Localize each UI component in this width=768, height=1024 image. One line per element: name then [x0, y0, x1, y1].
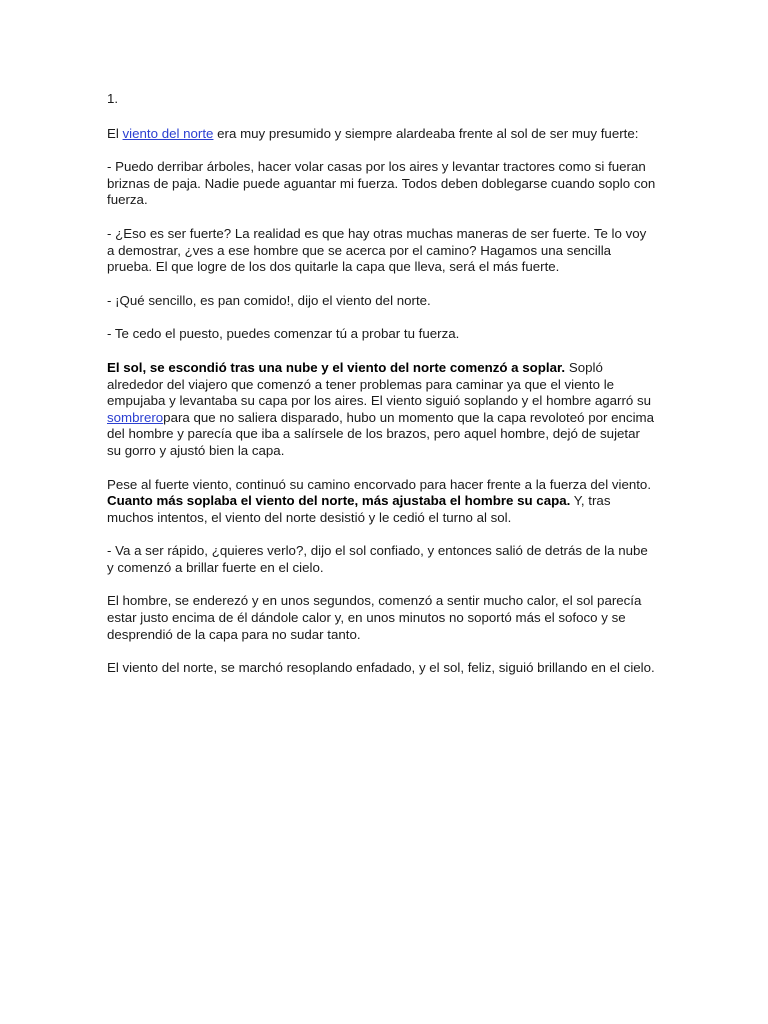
paragraph-6-text-1: Sopló alrededor del viajero que comenzó a tener problemas para caminar ya que el viento le empujaba y levantaba su capa por los aires. El viento siguió soplando y el hombre agarró su — [107, 359, 652, 409]
paragraph-7-text-2: Y, tras muchos intentos, el viento del norte desistió y le cedió el turno al sol. — [107, 493, 611, 525]
paragraph-5: - Te cedo el puesto, puedes comenzar tú a probar tu fuerza. — [107, 326, 460, 342]
paragraph-1-text-before: El — [107, 125, 123, 141]
paragraph-10: El viento del norte, se marchó resoplando enfadado, y el sol, feliz, siguió brillando en el cielo. — [107, 660, 655, 676]
paragraph-7 — [107, 477, 657, 527]
document-body — [107, 91, 657, 694]
paragraph-1 — [107, 126, 657, 143]
item-number: 1. — [107, 91, 119, 106]
paragraph-8: - Va a ser rápido, ¿quieres verlo?, dijo el sol confiado, y entonces salió de detrás de la nube y comenzó a brillar fuerte en el cielo. — [107, 543, 648, 575]
paragraph-6-text-2: para que no saliera disparado, hubo un momento que la capa revoloteó por encima del hombre y parecía que iba a salírsele de los brazos, pero aquel hombre, dejó de sujetar su gorro y ajustó bien la capa. — [107, 409, 655, 458]
paragraph-6-bold-text: El sol, se escondió tras una nube y el viento del norte comenzó a soplar. — [107, 359, 566, 375]
link-sombrero[interactable]: sombrero — [107, 409, 164, 425]
paragraph-7-text-1: Pese al fuerte viento, continuó su camino encorvado para hacer frente a la fuerza del viento. — [107, 476, 652, 492]
paragraph-2: - Puedo derribar árboles, hacer volar casas por los aires y levantar tractores como si fueran briznas de paja. Nadie puede aguantar mi fuerza. Todos deben doblegarse cuando soplo con fuerza. — [107, 159, 656, 208]
link-viento-del-norte[interactable]: viento del norte — [122, 125, 214, 141]
paragraph-4: - ¡Qué sencillo, es pan comido!, dijo el viento del norte. — [107, 292, 431, 308]
paragraph-1-text-after: era muy presumido y siempre alardeaba frente al sol de ser muy fuerte: — [213, 125, 639, 141]
paragraph-6 — [107, 360, 657, 460]
paragraph-9: El hombre, se enderezó y en unos segundos, comenzó a sentir mucho calor, el sol parecía estar justo encima de él dándole calor y, en unos minutos no soportó más el sofoco y se desprendió de la capa para no sudar tanto. — [107, 593, 642, 642]
paragraph-3: - ¿Eso es ser fuerte? La realidad es que hay otras muchas maneras de ser fuerte. Te lo voy a demostrar, ¿ves a ese hombre que se acerca por el camino? Hagamos una sencilla prueba. El que logre de los dos quitarle la capa que lleva, será el más fuerte. — [107, 225, 647, 275]
paragraph-7-bold-text: Cuanto más soplaba el viento del norte, más ajustaba el hombre su capa. — [107, 493, 571, 509]
